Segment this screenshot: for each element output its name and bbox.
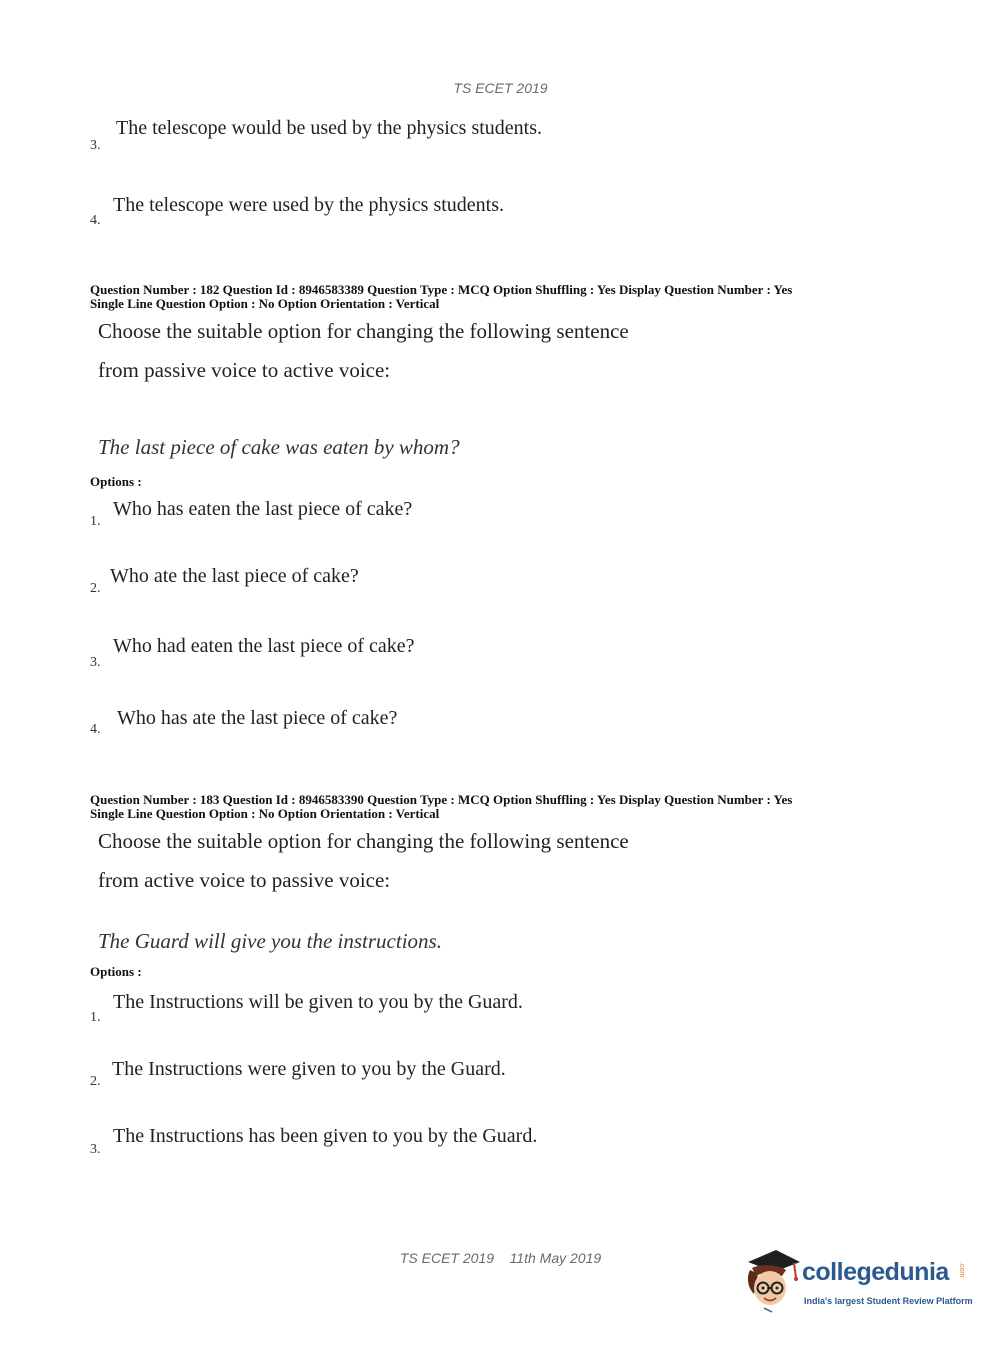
question-meta-line: Single Line Question Option : No Option Orientation : Vertical <box>90 296 440 311</box>
option-number: 4. <box>90 213 101 228</box>
question-prompt: Choose the suitable option for changing the following sentence <box>98 829 629 853</box>
logo-domain-suffix: .com <box>958 1262 965 1278</box>
option-number: 2. <box>90 1074 101 1089</box>
footer-exam: TS ECET 2019 <box>399 1250 494 1266</box>
option-text: Who has ate the last piece of cake? <box>117 707 398 729</box>
option-number: 3. <box>90 655 101 670</box>
question-meta-line: Single Line Question Option : No Option Orientation : Vertical <box>90 806 440 821</box>
option-number: 2. <box>90 581 101 596</box>
option-number: 1. <box>90 1010 101 1025</box>
option-text: The Instructions were given to you by the Guard. <box>112 1058 506 1080</box>
option-text: The telescope would be used by the physics students. <box>116 117 543 139</box>
option-text: The Instructions will be given to you by the Guard. <box>113 991 523 1013</box>
student-mascot-icon <box>742 1248 804 1314</box>
question-meta-line: Question Number : 183 Question Id : 8946583390 Question Type : MCQ Option Shuffling : Yes Display Question Number : Yes <box>90 792 793 807</box>
logo-tagline: India's largest Student Review Platform <box>804 1296 973 1306</box>
question-prompt: Choose the suitable option for changing the following sentence <box>98 319 629 343</box>
question-sentence: The Guard will give you the instructions. <box>98 929 442 953</box>
options-label: Options : <box>90 474 142 489</box>
question-prompt: from active voice to passive voice: <box>98 868 391 892</box>
options-label: Options : <box>90 964 142 979</box>
footer-date: 11th May 2019 <box>509 1250 602 1266</box>
option-text: The telescope were used by the physics students. <box>113 194 505 216</box>
option-text: Who has eaten the last piece of cake? <box>113 498 413 520</box>
option-text: The Instructions has been given to you by the Guard. <box>113 1125 538 1147</box>
page-header: TS ECET 2019 <box>453 80 548 96</box>
option-number: 3. <box>90 138 101 153</box>
option-text: Who had eaten the last piece of cake? <box>113 635 415 657</box>
question-prompt: from passive voice to active voice: <box>98 358 391 382</box>
logo-wordmark: collegedunia <box>802 1258 949 1286</box>
option-number: 3. <box>90 1142 101 1157</box>
option-number: 4. <box>90 722 101 737</box>
option-text: Who ate the last piece of cake? <box>110 565 359 587</box>
collegedunia-logo[interactable] <box>742 1248 972 1318</box>
question-sentence: The last piece of cake was eaten by whom? <box>98 435 460 459</box>
option-number: 1. <box>90 514 101 529</box>
question-meta-line: Question Number : 182 Question Id : 8946583389 Question Type : MCQ Option Shuffling : Yes Display Question Number : Yes <box>90 282 793 297</box>
